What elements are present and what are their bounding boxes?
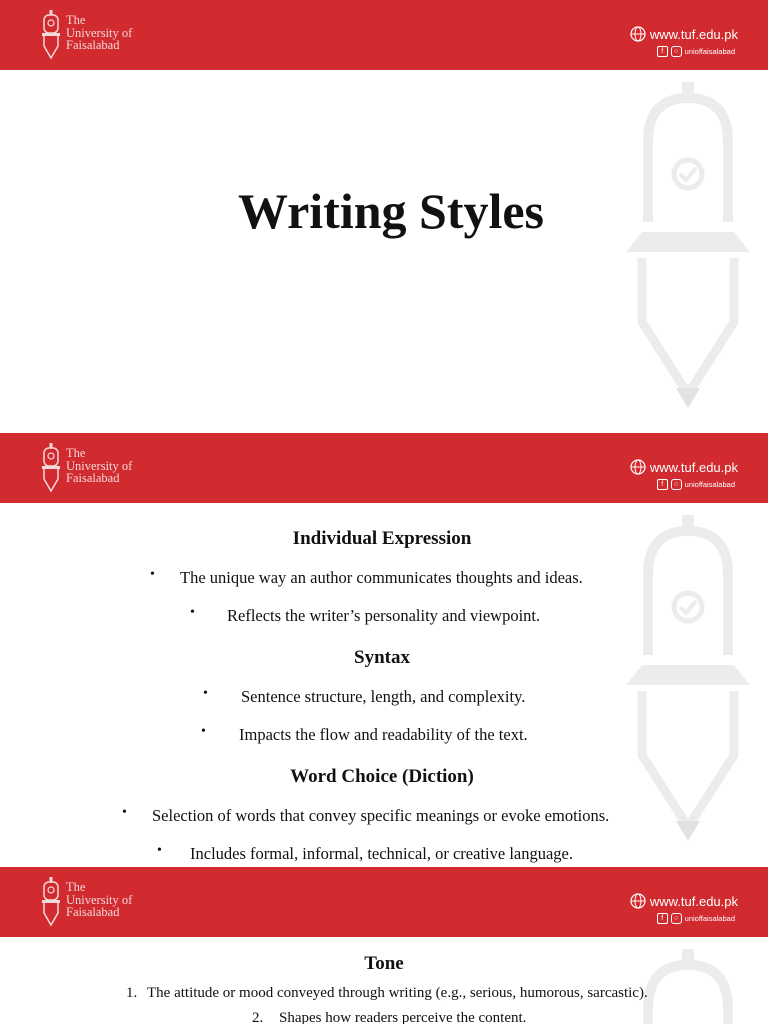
list-item-text: Sentence structure, length, and complexity. bbox=[241, 687, 526, 706]
logo-line-3: Faisalabad bbox=[66, 471, 120, 485]
bullet-icon: • bbox=[201, 724, 206, 739]
pen-watermark-icon bbox=[622, 515, 754, 845]
list-item-text: The unique way an author communicates thoughts and ideas. bbox=[180, 568, 583, 587]
instagram-icon[interactable]: ○ bbox=[671, 46, 682, 57]
slide-3 bbox=[0, 867, 768, 1024]
list-item bbox=[201, 724, 528, 745]
facebook-icon[interactable]: f bbox=[657, 479, 668, 490]
bullet-icon: • bbox=[150, 567, 155, 582]
facebook-icon[interactable]: f bbox=[657, 46, 668, 57]
bullet-icon: • bbox=[203, 686, 208, 701]
logo-line-2: University of bbox=[66, 892, 133, 907]
section-heading-syntax: Syntax bbox=[354, 647, 410, 668]
logo-line-2: University of bbox=[66, 458, 133, 473]
list-item-text: Includes formal, informal, technical, or creative language. bbox=[190, 844, 573, 863]
slide-header bbox=[0, 0, 768, 70]
slide-1 bbox=[0, 0, 768, 432]
slide-title: Writing Styles bbox=[237, 183, 545, 239]
list-item bbox=[203, 686, 526, 707]
tower-logo-icon bbox=[40, 877, 62, 927]
bullet-icon: • bbox=[190, 605, 195, 620]
social-handle: unioffaisalabad bbox=[684, 480, 735, 489]
list-item bbox=[190, 605, 541, 626]
section-heading-word-choice: Word Choice (Diction) bbox=[290, 766, 474, 787]
list-item-text: Shapes how readers perceive the content. bbox=[279, 1010, 527, 1024]
university-logo bbox=[40, 877, 150, 929]
bullet-icon: • bbox=[122, 805, 127, 820]
pen-watermark-icon bbox=[622, 82, 754, 412]
social-links[interactable] bbox=[657, 46, 735, 57]
instagram-icon[interactable]: ○ bbox=[671, 913, 682, 924]
list-item bbox=[126, 985, 648, 1002]
list-item-text: Reflects the writer’s personality and viewpoint. bbox=[227, 606, 541, 625]
list-number: 1. bbox=[126, 985, 138, 1001]
website-link[interactable] bbox=[630, 893, 738, 909]
website-text: www.tuf.edu.pk bbox=[649, 893, 738, 909]
logo-line-3: Faisalabad bbox=[66, 905, 120, 919]
tower-logo-icon bbox=[40, 10, 62, 60]
list-item bbox=[122, 805, 610, 826]
university-logo bbox=[40, 443, 150, 495]
globe-icon bbox=[630, 893, 646, 909]
logo-line-3: Faisalabad bbox=[66, 38, 120, 52]
list-item bbox=[150, 567, 583, 588]
website-link[interactable] bbox=[630, 459, 738, 475]
list-item bbox=[157, 843, 573, 864]
facebook-icon[interactable]: f bbox=[657, 913, 668, 924]
list-item bbox=[252, 1010, 526, 1024]
list-item-text: Selection of words that convey specific meanings or evoke emotions. bbox=[152, 806, 610, 825]
slide-header bbox=[0, 867, 768, 937]
social-links[interactable] bbox=[657, 479, 735, 490]
list-item-text: Impacts the flow and readability of the text. bbox=[239, 725, 528, 744]
university-logo bbox=[40, 10, 150, 62]
social-handle: unioffaisalabad bbox=[684, 47, 735, 56]
website-link[interactable] bbox=[630, 26, 738, 42]
social-handle: unioffaisalabad bbox=[684, 914, 735, 923]
slide-header bbox=[0, 433, 768, 503]
website-text: www.tuf.edu.pk bbox=[649, 26, 738, 42]
globe-icon bbox=[630, 459, 646, 475]
tower-logo-icon bbox=[40, 443, 62, 493]
section-heading-individual-expression: Individual Expression bbox=[292, 528, 472, 549]
logo-line-2: University of bbox=[66, 25, 133, 40]
slide-2 bbox=[0, 433, 768, 866]
bullet-icon: • bbox=[157, 843, 162, 858]
logo-line-1: The bbox=[66, 446, 86, 460]
list-number: 2. bbox=[252, 1010, 264, 1024]
instagram-icon[interactable]: ○ bbox=[671, 479, 682, 490]
logo-line-1: The bbox=[66, 880, 86, 894]
list-item-text: The attitude or mood conveyed through writing (e.g., serious, humorous, sarcastic). bbox=[147, 985, 648, 1001]
website-text: www.tuf.edu.pk bbox=[649, 459, 738, 475]
social-links[interactable] bbox=[657, 913, 735, 924]
section-heading-tone: Tone bbox=[364, 953, 404, 974]
globe-icon bbox=[630, 26, 646, 42]
logo-line-1: The bbox=[66, 13, 86, 27]
